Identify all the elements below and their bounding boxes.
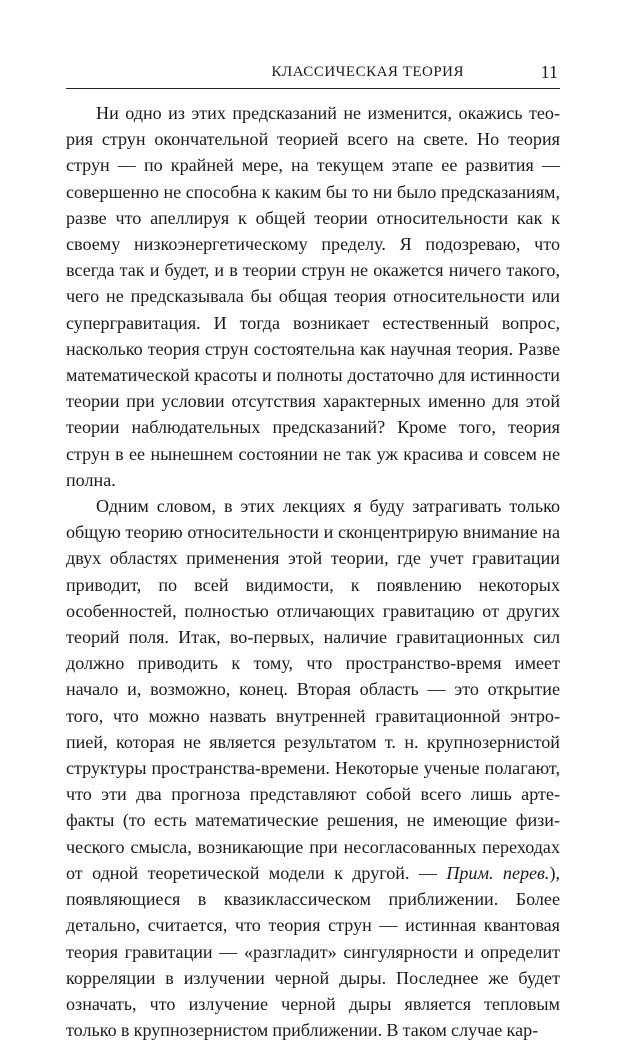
chapter-title: КЛАССИЧЕСКАЯ ТЕОРИЯ [271, 64, 464, 80]
paragraph-2-text-after: ), появляющиеся в квазиклассическом приближении. Более детально, считается, что теория струн — истинная квантовая теория гравитации — «разгладит» сингулярности и определит корреляции в излучении черной дыры. Последнее же будет означать, что излучение черной дыры является тепловым только в крупнозернистом приближении. В таком случае кар- [66, 862, 560, 1041]
paragraph-1: Ни одно из этих предсказаний не изменится, окажись теория струн окончательной теорией всего на свете. Но теория струн — по крайней мере, на текущем этапе ее развития — совершенно не способна к каким бы то ни было предсказаниям, разве что апеллируя к общей теории относительности как к своему низкоэнергетическому пределу. Я подозреваю, что всегда так и будет, и в теории струн не окажется ничего такого, чего не предсказывала бы общая теория относительности или супергравитация. И тогда возникает естественный вопрос, насколько теория струн состоятельна как научная теория. Разве математической красоты и полноты достаточно для истинности теории при условии отсутствия характерных именно для этой теории наблюдательных предсказаний? Кроме того, теория струн в ее нынешнем состоянии не так уж красива и совсем не полна. [66, 103, 560, 490]
paragraph-2-text-before: Одним словом, в этих лекциях я буду затрагивать только общую теорию относительности и сконцентрирую внимание на двух областях применения этой теории, где учет гравитации приводит, по всей видимости, к появлению некоторых особенностей, полностью отличающих гравитацию от других теорий поля. Итак, во-первых, наличие гравитационных сил должно приводить к тому, что пространство-время имеет начало и, возможно, конец. Вторая область — это открытие того, что можно назвать внутренней гравитационной энтропией, которая не является результатом т. н. крупнозернистой структуры пространства-времени. Некоторые ученые полагают, что эти два прогноза представляют собой всего лишь артефакты (то есть математические решения, не имеющие физического смысла, возникающие при несогласованных переходах от одной теоретической модели к другой. — [66, 496, 560, 883]
page-number: 11 [540, 62, 558, 82]
translator-note: Прим. перев. [446, 862, 550, 883]
running-header [66, 62, 560, 89]
paragraph-2 [66, 493, 560, 1043]
body-text [66, 100, 560, 1043]
